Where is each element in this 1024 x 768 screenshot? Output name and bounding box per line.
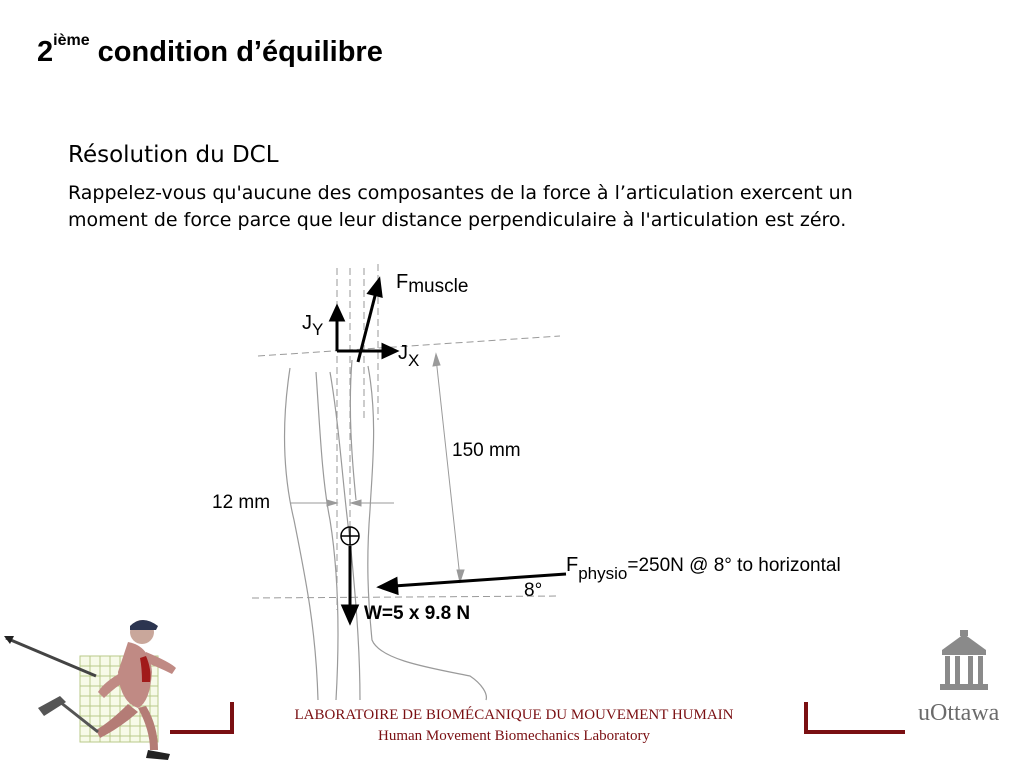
label-jy: $J_Y$ [302,312,324,339]
label-150mm: 150 mm [452,440,521,461]
title-superscript: ième [53,32,90,49]
label-12mm: 12 mm [212,492,271,513]
slide-body-text: Rappelez-vous qu'aucune des composantes de la force à l’articulation exercent un moment de force parce que leur distance perpendiculaire à l'articulation est zéro. [68,182,853,231]
runner-logo-illustration [0,612,200,768]
title-text: condition d’équilibre [89,36,383,68]
footer-lab-name [240,705,788,747]
label-weight: W=5 x 9.8 N [364,603,471,624]
label-jx: $J_X$ [398,342,420,370]
uottawa-wordmark: uOttawa [918,700,1000,726]
label-angle: 8° [524,580,543,601]
label-f-muscle: Fmuscle [396,271,469,297]
title-number: 2 [37,36,54,68]
footer-line-1: LABORATOIRE DE BIOMÉCANIQUE DU MOUVEMENT HUMAIN [294,707,734,723]
label-f-physio: $F_{physio}=250N$ @ 8° to horizontal [566,554,841,583]
footer-line-2: Human Movement Biomechanics Laboratory [377,728,650,744]
slide-subtitle: Résolution du DCL [68,142,279,168]
